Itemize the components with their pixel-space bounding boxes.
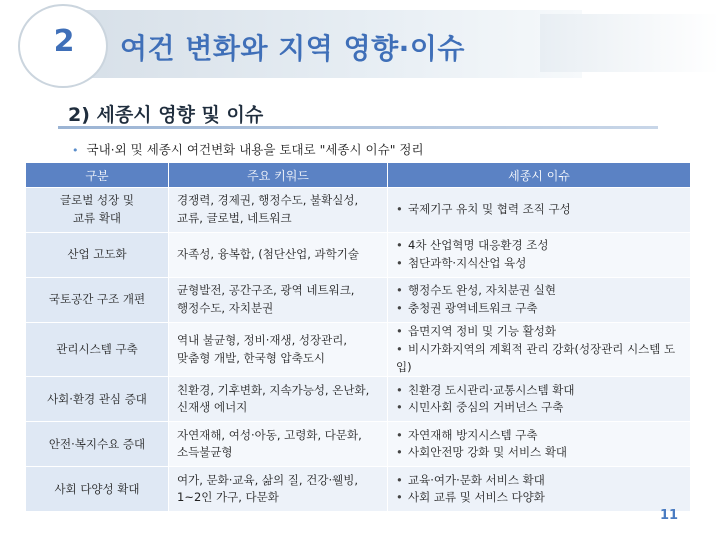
bullet-icon: • — [396, 324, 403, 338]
page-number: 11 — [660, 508, 679, 523]
subsection-divider — [58, 126, 658, 129]
issue-item — [396, 427, 682, 445]
issue-text: 4차 산업혁명 대응환경 조성 — [408, 238, 549, 253]
row-keywords: 자연재해, 여성·아동, 고령화, 다문화, 소득불균형 — [169, 422, 388, 467]
table-row — [26, 467, 690, 512]
table-body — [26, 188, 690, 512]
row-category: 사회·환경 관심 증대 — [26, 377, 169, 422]
issue-item — [396, 382, 682, 400]
issue-item — [396, 323, 682, 341]
bullet-icon: • — [396, 490, 403, 505]
issue-item — [396, 255, 682, 273]
issue-table — [26, 163, 690, 511]
row-category: 관리시스템 구축 — [26, 323, 169, 377]
issue-item — [396, 341, 682, 377]
intro-bullet — [72, 140, 424, 158]
row-keywords: 균형발전, 공간구조, 광역 네트워크, 행정수도, 자치분권 — [169, 278, 388, 323]
section-header — [0, 0, 720, 88]
issue-item — [396, 444, 682, 462]
column-header-issues: 세종시 이슈 — [388, 163, 691, 188]
issue-text: 행정수도 완성, 자치분권 실현 — [408, 283, 556, 298]
bullet-icon: • — [396, 400, 403, 415]
bullet-icon: • — [396, 301, 403, 315]
issue-item — [396, 237, 682, 255]
row-issues — [388, 188, 691, 233]
row-category: 국토공간 구조 개편 — [26, 278, 169, 323]
bullet-icon: • — [396, 341, 403, 356]
row-keywords: 친환경, 기후변화, 지속가능성, 온난화, 신재생 에너지 — [169, 377, 388, 422]
issue-text: 읍면지역 정비 및 기능 활성화 — [408, 324, 556, 338]
issue-text: 자연재해 방지시스템 구축 — [408, 427, 538, 442]
table-row — [26, 323, 690, 377]
table-row — [26, 188, 690, 233]
table-row — [26, 278, 690, 323]
bullet-icon: • — [396, 202, 403, 217]
issue-text: 첨단과학·지식산업 육성 — [408, 256, 527, 270]
column-header-category: 구분 — [26, 163, 169, 188]
issue-text: 비시가화지역의 계획적 관리 강화(성장관리 시스템 도입) — [396, 341, 676, 374]
section-number: 2 — [53, 24, 75, 59]
row-keywords: 자족성, 융복합, (첨단산업, 과학기술 — [169, 233, 388, 278]
bullet-icon: • — [396, 472, 403, 487]
row-category: 산업 고도화 — [26, 233, 169, 278]
bullet-icon: • — [396, 445, 403, 460]
issue-item — [396, 300, 682, 318]
row-issues — [388, 377, 691, 422]
column-header-keywords: 주요 키워드 — [169, 163, 388, 188]
issue-text: 사회안전망 강화 및 서비스 확대 — [408, 445, 568, 460]
row-issues — [388, 323, 691, 377]
table-row — [26, 377, 690, 422]
table-row — [26, 422, 690, 467]
row-keywords: 경쟁력, 경제권, 행정수도, 불확실성, 교류, 글로벌, 네트워크 — [169, 188, 388, 233]
row-issues — [388, 233, 691, 278]
intro-bullet-text: 국내·외 및 세종시 여건변화 내용을 토대로 "세종시 이슈" 정리 — [86, 142, 424, 157]
bullet-icon: • — [72, 144, 79, 157]
issue-item — [396, 201, 682, 219]
row-issues — [388, 278, 691, 323]
issue-item — [396, 399, 682, 417]
issue-text: 시민사회 중심의 거버넌스 구축 — [408, 400, 564, 415]
issue-item — [396, 489, 682, 507]
issue-text: 충청권 광역네트워크 구축 — [408, 301, 538, 315]
bullet-icon: • — [396, 382, 403, 397]
row-category: 글로벌 성장 및 교류 확대 — [26, 188, 169, 233]
table-header-row — [26, 163, 690, 188]
issue-item — [396, 472, 682, 490]
subsection-title: 2) 세종시 영향 및 이슈 — [68, 104, 264, 126]
row-keywords: 여가, 문화·교육, 삶의 질, 건강·웰빙, 1~2인 가구, 다문화 — [169, 467, 388, 512]
header-band-fade — [540, 14, 720, 72]
row-category: 사회 다양성 확대 — [26, 467, 169, 512]
issue-text: 사회 교류 및 서비스 다양화 — [408, 490, 545, 505]
bullet-icon: • — [396, 256, 403, 270]
bullet-icon: • — [396, 283, 403, 298]
section-title: 여건 변화와 지역 영향·이슈 — [120, 32, 465, 65]
bullet-icon: • — [396, 427, 403, 442]
issue-text: 교육·여가·문화 서비스 확대 — [408, 472, 545, 487]
bullet-icon: • — [396, 238, 403, 253]
row-issues — [388, 467, 691, 512]
issue-text: 국제기구 유치 및 협력 조직 구성 — [408, 202, 571, 217]
row-issues — [388, 422, 691, 467]
row-category: 안전·복지수요 증대 — [26, 422, 169, 467]
row-keywords: 역내 불균형, 정비·재생, 성장관리, 맞춤형 개발, 한국형 압축도시 — [169, 323, 388, 377]
issue-item — [396, 282, 682, 300]
issue-text: 친환경 도시관리·교통시스템 확대 — [408, 382, 575, 397]
table-row — [26, 233, 690, 278]
